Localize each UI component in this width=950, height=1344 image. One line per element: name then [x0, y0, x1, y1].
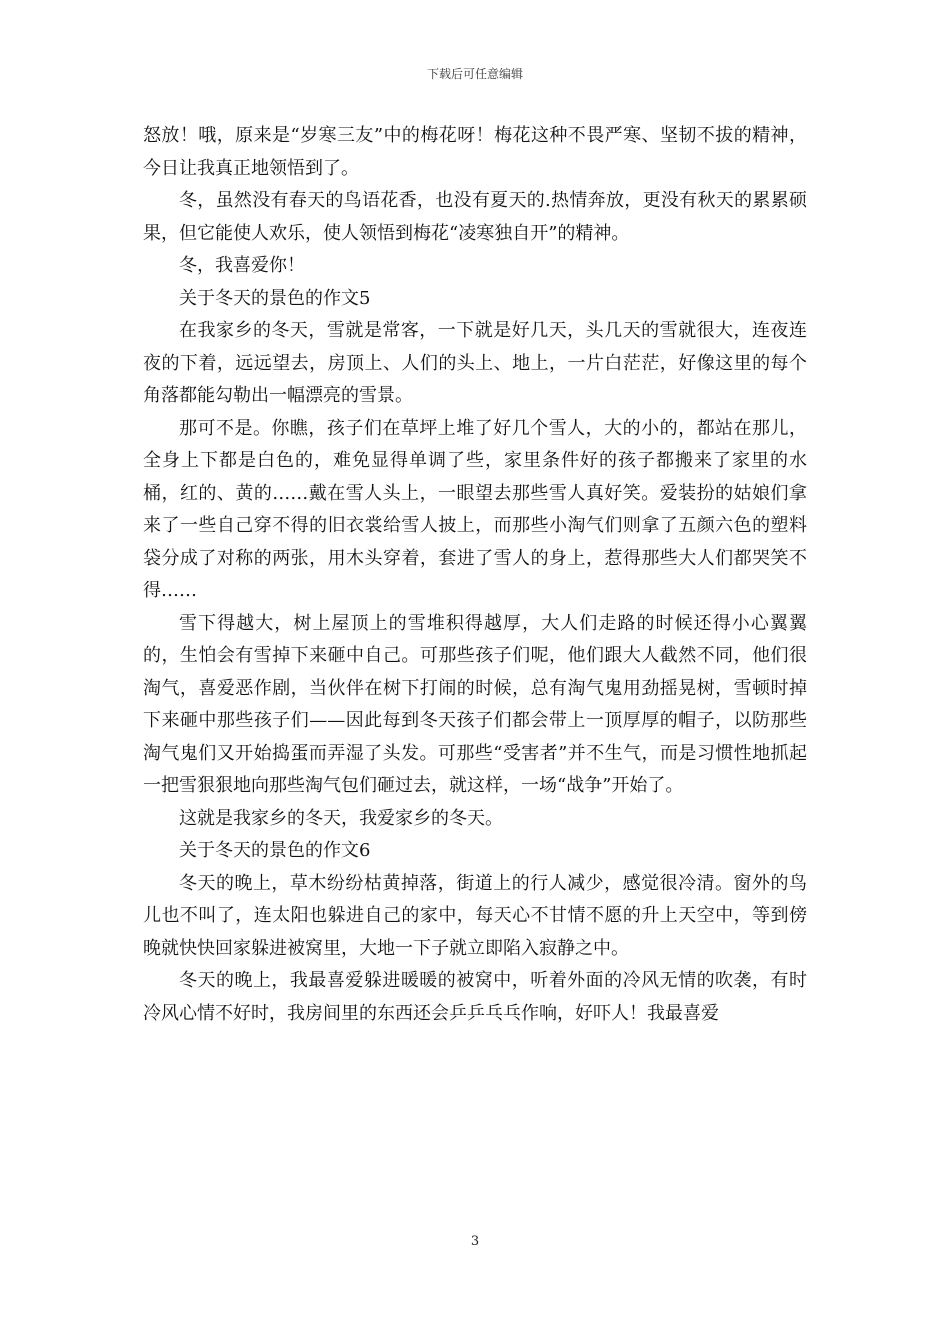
section-title-essay-6: 关于冬天的景色的作文6 — [179, 840, 371, 861]
paragraph: 冬，虽然没有春天的鸟语花香，也没有夏天的.热情奔放，更没有秋天的累累硕果，但它能使人欢乐，使人领悟到梅花“凌寒独自开”的精神。 — [143, 190, 807, 244]
paragraph: 雪下得越大，树上屋顶上的雪堆积得越厚，大人们走路的时候还得小心翼翼的，生怕会有雪掉下来砸中自己。可那些孩子们呢，他们跟大人截然不同，他们很淘气，喜爱恶作剧，当伙伴在树下打闹的时候，总有淘气鬼用劲摇晃树，雪顿时掉下来砸中那些孩子们——因此每到冬天孩子们都会带上一顶厚厚的帽子，以防那些淘气鬼们又开始捣蛋而弄湿了头发。可那些“受害者”并不生气，而是习惯性地抓起一把雪狠狠地向那些淘气包们砸过去，就这样，一场“战争”开始了。 — [143, 612, 807, 796]
paragraph: 这就是我家乡的冬天，我爱家乡的冬天。 — [179, 807, 503, 829]
section-title-essay-5: 关于冬天的景色的作文5 — [179, 287, 371, 309]
paragraph: 在我家乡的冬天，雪就是常客，一下就是好几天，头几天的雪就很大，连夜连夜的下着，远远望去，房顶上、人们的头上、地上，一片白茫茫，好像这里的每个角落都能勾勒出一幅漂亮的雪景。 — [143, 320, 807, 406]
paragraph-continuation: 怒放！哦，原来是“岁寒三友”中的梅花呀！梅花这种不畏严寒、坚韧不拔的精神，今日让我真正地领悟到了。 — [143, 125, 807, 179]
paragraph: 冬，我喜爱你！ — [179, 255, 305, 276]
paragraph: 冬天的晚上，草木纷纷枯黄掉落，街道上的行人减少，感觉很冷清。窗外的鸟儿也不叫了，连太阳也躲进自己的家中，每天心不甘情不愿的升上天空中，等到傍晚就快快回家躲进被窝里，大地一下子就立即陷入寂静之中。 — [143, 872, 807, 959]
document-body — [143, 120, 807, 1030]
page-number: 3 — [470, 1234, 480, 1249]
paragraph: 冬天的晚上，我最喜爱躲进暖暖的被窝中，听着外面的冷风无情的吹袭，有时冷风心情不好时，我房间里的东西还会乒乒乓乓作响，好吓人！我最喜爱 — [143, 970, 807, 1024]
page-header: 下载后可任意编辑 — [426, 67, 523, 81]
paragraph: 那可不是。你瞧，孩子们在草坪上堆了好几个雪人，大的小的，都站在那儿，全身上下都是白色的，难免显得单调了些，家里条件好的孩子都搬来了家里的水桶，红的、黄的……戴在雪人头上，一眼望去那些雪人真好笑。爱装扮的姑娘们拿来了一些自己穿不得的旧衣裳给雪人披上，而那些小淘气们则拿了五颜六色的塑料袋分成了对称的两张，用木头穿着，套进了雪人的身上，惹得那些大人们都哭笑不得…… — [143, 417, 807, 601]
